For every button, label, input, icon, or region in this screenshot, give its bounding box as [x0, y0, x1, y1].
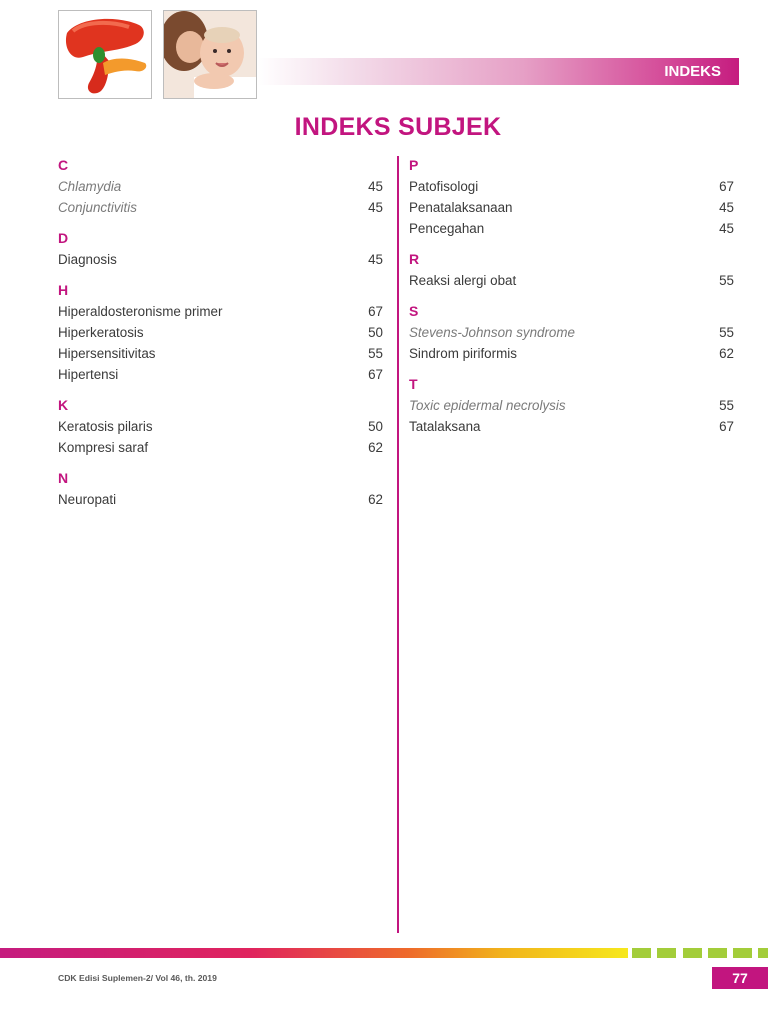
section-gap [409, 364, 734, 374]
index-page-number: 45 [368, 252, 383, 267]
index-letter-heading: K [58, 397, 69, 413]
index-entry [409, 270, 734, 291]
index-term: Stevens-Johnson syndrome [409, 325, 575, 340]
index-entry [409, 395, 734, 416]
index-column-left [58, 155, 383, 510]
index-entry [58, 343, 383, 364]
index-term: Diagnosis [58, 252, 117, 267]
journal-citation: CDK Edisi Suplemen-2/ Vol 46, th. 2019 [58, 973, 217, 983]
index-term: Reaksi alergi obat [409, 273, 517, 288]
index-entry [409, 343, 734, 364]
index-page-number: 67 [719, 179, 734, 194]
index-page-number: 45 [719, 221, 734, 236]
index-page-number: 55 [719, 325, 734, 340]
index-page-number: 45 [368, 200, 383, 215]
index-letter-heading: N [58, 470, 69, 486]
index-entry [58, 437, 383, 458]
footer-square [708, 948, 727, 958]
section-gap [409, 239, 734, 249]
index-letter-heading: S [409, 303, 419, 319]
index-entry [409, 176, 734, 197]
index-page-number: 45 [368, 179, 383, 194]
index-page-number: 55 [719, 273, 734, 288]
index-term: Hiperkeratosis [58, 325, 144, 340]
index-page-number: 62 [368, 440, 383, 455]
index-page-number: 67 [368, 304, 383, 319]
index-entry [409, 197, 734, 218]
index-term: Hiperaldosteronisme primer [58, 304, 223, 319]
index-column-right [409, 155, 734, 437]
section-gap [409, 291, 734, 301]
index-term: Neuropati [58, 492, 117, 507]
footer-square [683, 948, 702, 958]
section-header-band [258, 58, 739, 85]
index-term: Hipertensi [58, 367, 119, 382]
page-number: 77 [712, 967, 768, 989]
index-term: Sindrom piriformis [409, 346, 517, 361]
index-term: Chlamydia [58, 179, 122, 194]
index-term: Pencegahan [409, 221, 485, 236]
index-term: Penatalaksanaan [409, 200, 513, 215]
index-page-number: 62 [368, 492, 383, 507]
index-term: Toxic epidermal necrolysis [409, 398, 566, 413]
index-term: Keratosis pilaris [58, 419, 153, 434]
index-letter-heading: D [58, 230, 69, 246]
index-entry [58, 176, 383, 197]
index-page-number: 62 [719, 346, 734, 361]
footer-square [733, 948, 752, 958]
index-term: Kompresi saraf [58, 440, 149, 455]
section-gap [58, 270, 383, 280]
index-entry [58, 249, 383, 270]
index-page-number: 55 [719, 398, 734, 413]
index-letter-heading: R [409, 251, 420, 267]
index-page-number: 50 [368, 325, 383, 340]
index-entry [58, 197, 383, 218]
footer-square [632, 948, 651, 958]
index-page-number: 55 [368, 346, 383, 361]
index-term: Tatalaksana [409, 419, 481, 434]
index-term: Hipersensitivitas [58, 346, 156, 361]
liver-pancreas-image [58, 10, 152, 99]
section-gap [58, 458, 383, 468]
footer-gradient-bar [0, 948, 628, 958]
index-letter-heading: T [409, 376, 418, 392]
index-letter-heading: H [58, 282, 69, 298]
index-page-number: 50 [368, 419, 383, 434]
section-label: INDEKS [664, 63, 721, 80]
index-entry [58, 364, 383, 385]
index-entry [409, 416, 734, 437]
section-gap [58, 218, 383, 228]
index-page-number: 45 [719, 200, 734, 215]
section-gap [58, 385, 383, 395]
index-page-number: 67 [368, 367, 383, 382]
page-title: INDEKS SUBJEK [294, 113, 502, 141]
index-entry [58, 489, 383, 510]
mother-baby-image [163, 10, 257, 99]
index-term: Conjunctivitis [58, 200, 137, 215]
index-entry [58, 416, 383, 437]
footer-square [657, 948, 676, 958]
index-entry [409, 218, 734, 239]
index-entry [58, 301, 383, 322]
index-letter-heading: P [409, 157, 419, 173]
index-term: Patofisologi [409, 179, 479, 194]
footer-square [758, 948, 768, 958]
column-divider [397, 156, 399, 933]
index-letter-heading: C [58, 157, 69, 173]
index-entry [409, 322, 734, 343]
index-page-number: 67 [719, 419, 734, 434]
index-entry [58, 322, 383, 343]
